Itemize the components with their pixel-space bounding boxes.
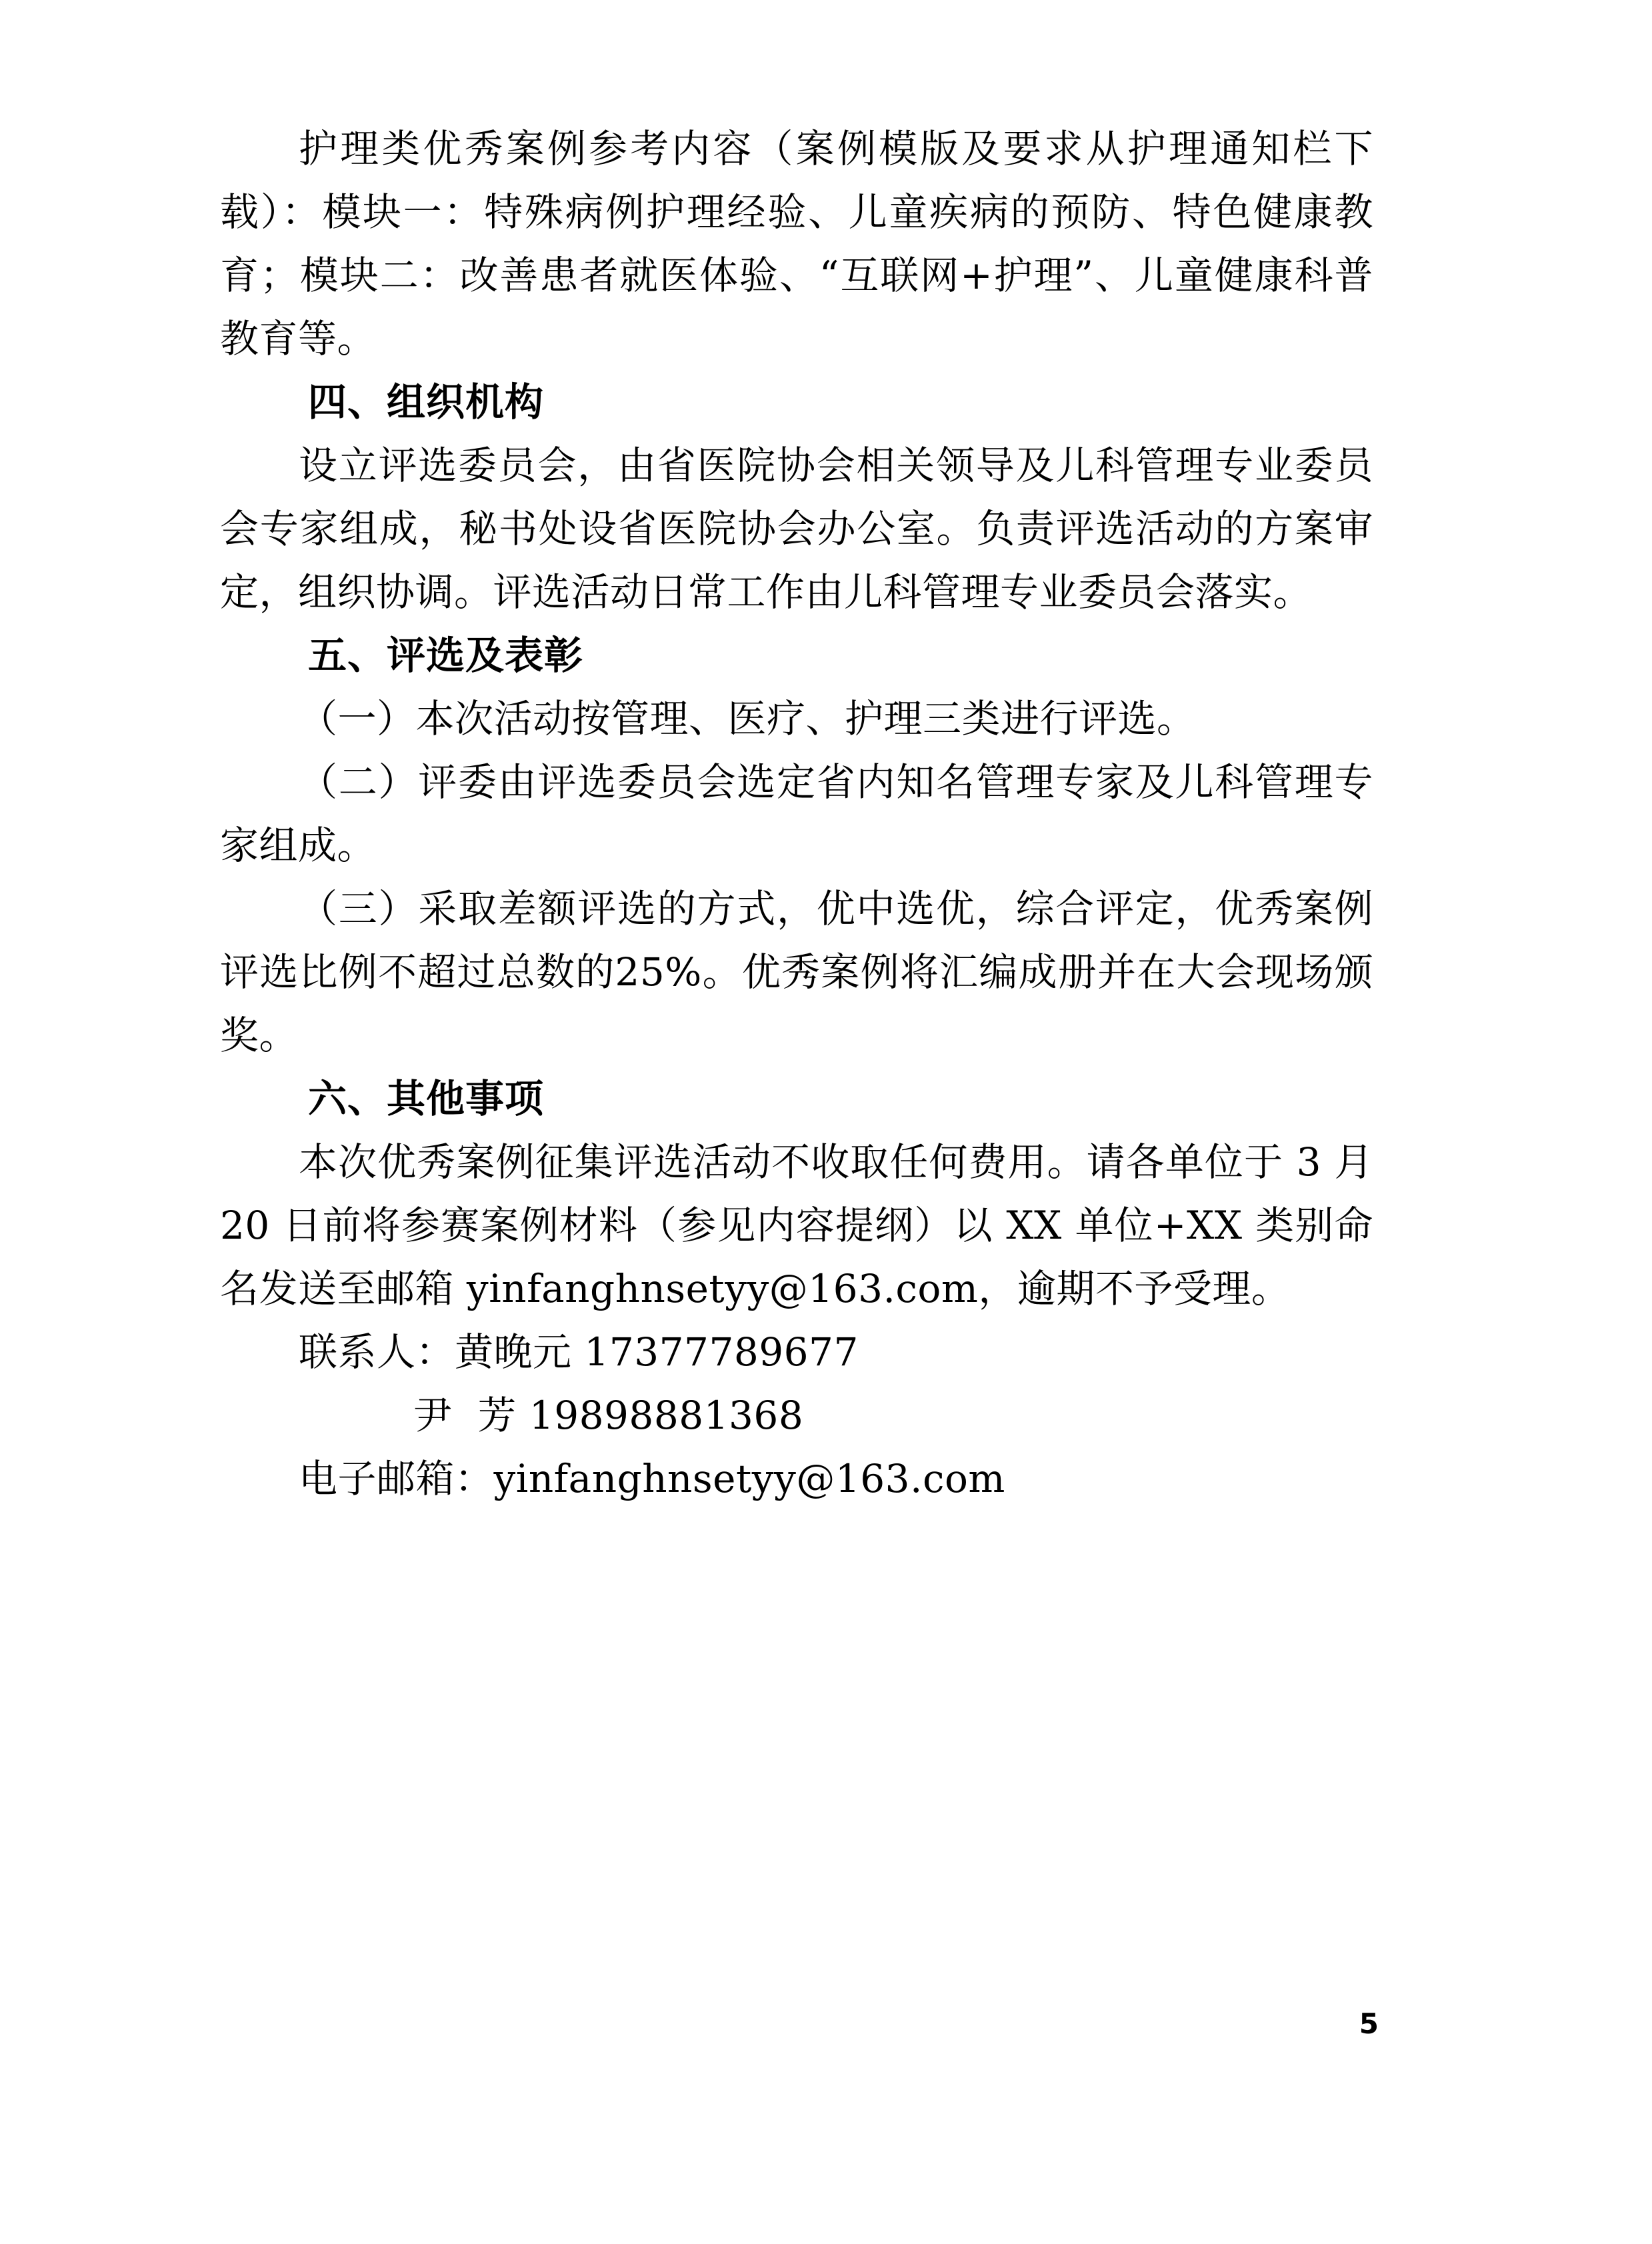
document-body [220, 117, 1373, 1511]
contact-line-secondary: 尹 芳 19898881368 [413, 1393, 804, 1438]
heading-other-matters: 六、其他事项 [308, 1076, 545, 1121]
paragraph-selection-item-3: （三）采取差额评选的方式，优中选优，综合评定，优秀案例评选比例不超过总数的25%。优秀案例将汇编成册并在大会现场颁奖。 [220, 886, 1373, 1058]
paragraph-nursing-case-content: 护理类优秀案例参考内容（案例模版及要求从护理通知栏下载）：模块一：特殊病例护理经验、儿童疾病的预防、特色健康教育；模块二：改善患者就医体验、“互联网+护理”、儿童健康科普教育等。 [220, 126, 1373, 361]
paragraph-selection-item-1: （一）本次活动按管理、医疗、护理三类进行评选。 [299, 696, 1196, 741]
heading-selection-and-commendation: 五、评选及表彰 [308, 633, 584, 678]
page-number: 5 [1359, 2007, 1379, 2040]
paragraph-selection-item-2: （二）评委由评选委员会选定省内知名管理专家及儿科管理专家组成。 [220, 759, 1373, 868]
heading-organization: 四、组织机构 [308, 379, 545, 425]
paragraph-organization: 设立评选委员会，由省医院协会相关领导及儿科管理专业委员会专家组成，秘书处设省医院协会办公室。负责评选活动的方案审定，组织协调。评选活动日常工作由儿科管理专业委员会落实。 [220, 443, 1373, 615]
contact-line-email: 电子邮箱：yinfanghnsetyy@163.com [299, 1456, 1005, 1501]
paragraph-other-matters: 本次优秀案例征集评选活动不收取任何费用。请各单位于 3 月 20 日前将参赛案例材料（参见内容提纲）以 XX 单位+XX 类别命名发送至邮箱 yinfanghnsetyy@163.com，逾期不予受理。 [220, 1139, 1373, 1311]
contact-line-primary: 联系人：黄晚元 17377789677 [299, 1329, 859, 1375]
